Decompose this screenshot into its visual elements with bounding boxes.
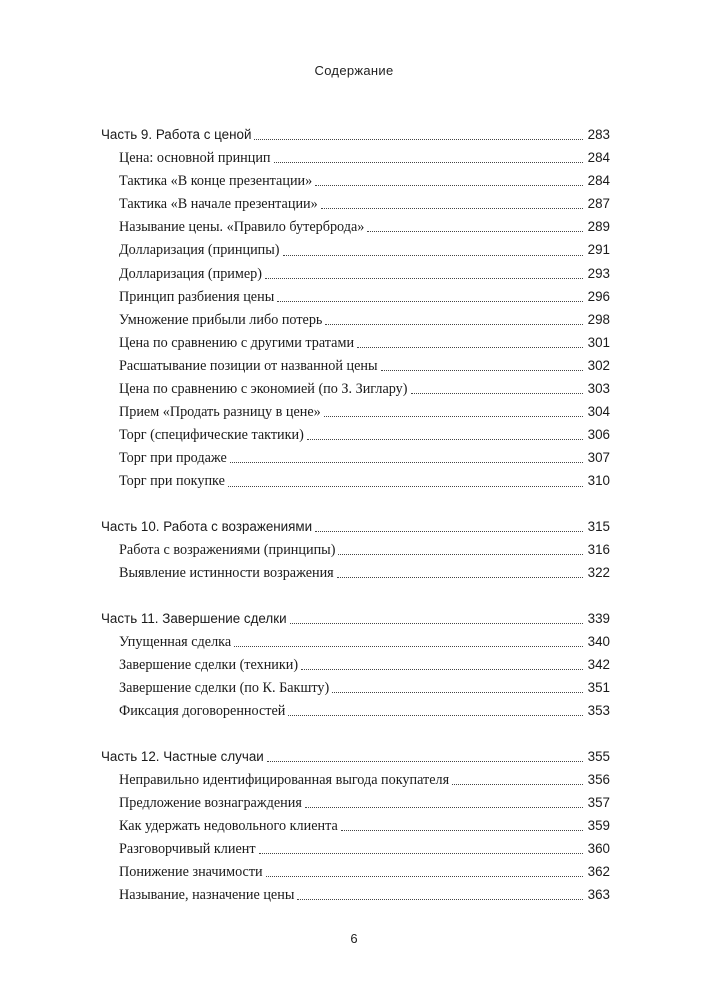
- dot-leader: [307, 423, 583, 446]
- toc-entry[interactable]: [101, 423, 610, 446]
- page-ref: 284: [587, 150, 610, 166]
- dot-leader: [332, 676, 583, 699]
- page-ref: 303: [587, 381, 610, 397]
- toc-part-heading[interactable]: [101, 607, 610, 630]
- page-ref: 283: [587, 127, 610, 142]
- page-ref: 360: [587, 841, 610, 857]
- page-ref: 284: [587, 173, 610, 189]
- toc-entry[interactable]: [101, 169, 610, 192]
- page-ref: 322: [587, 565, 610, 581]
- page-ref: 359: [587, 818, 610, 834]
- dot-leader: [315, 515, 583, 538]
- page-ref: 353: [587, 703, 610, 719]
- page-ref: 289: [587, 219, 610, 235]
- dot-leader: [452, 768, 583, 791]
- part-name: Работа с ценой: [155, 127, 252, 142]
- toc-entry[interactable]: [101, 814, 610, 837]
- page-ref: 307: [587, 450, 610, 466]
- page-ref: 351: [587, 680, 610, 696]
- table-of-contents: [101, 123, 610, 929]
- toc-entry[interactable]: [101, 561, 610, 584]
- entry-title: Тактика «В начале презентации»: [119, 196, 318, 213]
- dot-leader: [341, 814, 583, 837]
- page-ref: 355: [587, 748, 610, 764]
- dot-leader: [228, 469, 583, 492]
- entry-title: Называние, назначение цены: [119, 887, 295, 904]
- entry-title: Умножение прибыли либо потерь: [119, 311, 323, 328]
- entry-title: Долларизация (пример): [119, 265, 262, 282]
- page-ref: 287: [587, 196, 610, 212]
- page-ref: 301: [587, 334, 610, 350]
- toc-part-heading[interactable]: [101, 745, 610, 768]
- part-title: [101, 745, 264, 768]
- part-title: [101, 123, 251, 146]
- part-number: Часть 10.: [101, 519, 160, 534]
- toc-section: [101, 515, 610, 584]
- toc-entry[interactable]: [101, 768, 610, 791]
- dot-leader: [321, 192, 583, 215]
- toc-entry[interactable]: [101, 354, 610, 377]
- part-title: [101, 607, 287, 630]
- toc-entry[interactable]: [101, 883, 610, 906]
- page-ref: 302: [587, 357, 610, 373]
- toc-entry[interactable]: [101, 215, 610, 238]
- toc-entry[interactable]: [101, 238, 610, 261]
- dot-leader: [411, 377, 583, 400]
- entry-title: Расшатывание позиции от названной цены: [119, 357, 378, 374]
- toc-entry[interactable]: [101, 860, 610, 883]
- part-number: Часть 11.: [101, 610, 159, 626]
- toc-entry[interactable]: [101, 192, 610, 215]
- dot-leader: [288, 699, 583, 722]
- page-ref: 342: [587, 656, 610, 672]
- page-ref: 363: [587, 887, 610, 903]
- entry-title: Торг (специфические тактики): [119, 427, 304, 444]
- toc-entry[interactable]: [101, 285, 610, 308]
- toc-entry[interactable]: [101, 538, 610, 561]
- toc-entry[interactable]: [101, 653, 610, 676]
- page-ref: 293: [587, 265, 610, 281]
- dot-leader: [234, 630, 583, 653]
- dot-leader: [266, 860, 583, 883]
- page-ref: 315: [587, 519, 610, 534]
- dot-leader: [297, 883, 583, 906]
- toc-entry[interactable]: [101, 262, 610, 285]
- entry-title: Цена по сравнению с экономией (по З. Зиглару): [119, 381, 408, 398]
- dot-leader: [337, 561, 583, 584]
- toc-entry[interactable]: [101, 308, 610, 331]
- toc-section: [101, 123, 610, 493]
- page-ref: 362: [587, 864, 610, 880]
- part-name: Частные случаи: [163, 748, 264, 764]
- part-name: Завершение сделки: [162, 610, 287, 626]
- dot-leader: [381, 354, 583, 377]
- dot-leader: [283, 238, 583, 261]
- toc-entry[interactable]: [101, 699, 610, 722]
- toc-entry[interactable]: [101, 146, 610, 169]
- entry-title: Фиксация договоренностей: [119, 703, 286, 720]
- dot-leader: [230, 446, 583, 469]
- entry-title: Предложение вознаграждения: [119, 794, 302, 811]
- part-number: Часть 9.: [101, 127, 153, 142]
- entry-title: Завершение сделки (по К. Бакшту): [119, 680, 330, 697]
- toc-part-heading[interactable]: [101, 123, 610, 146]
- page-ref: 339: [587, 610, 610, 626]
- dot-leader: [357, 331, 583, 354]
- toc-entry[interactable]: [101, 837, 610, 860]
- page-number: 6: [350, 931, 358, 946]
- entry-title: Принцип разбиения цены: [119, 288, 275, 305]
- dot-leader: [259, 837, 583, 860]
- page-ref: 357: [587, 794, 610, 810]
- toc-entry[interactable]: [101, 676, 610, 699]
- dot-leader: [301, 653, 583, 676]
- entry-title: Упущенная сделка: [119, 633, 232, 650]
- dot-leader: [277, 285, 583, 308]
- toc-entry[interactable]: [101, 377, 610, 400]
- entry-title: Как удержать недовольного клиента: [119, 818, 338, 835]
- entry-title: Цена: основной принцип: [119, 150, 271, 167]
- page-ref: 316: [587, 542, 610, 558]
- entry-title: Цена по сравнению с другими тратами: [119, 334, 355, 351]
- entry-title: Понижение значимости: [119, 864, 263, 881]
- part-title: [101, 515, 312, 538]
- dot-leader: [267, 745, 583, 768]
- page-ref: 298: [587, 311, 610, 327]
- toc-entry[interactable]: [101, 331, 610, 354]
- entry-title: Завершение сделки (техники): [119, 656, 299, 673]
- page-ref: 340: [587, 633, 610, 649]
- entry-title: Торг при покупке: [119, 473, 225, 490]
- part-name: Работа с возражениями: [163, 519, 313, 534]
- page-ref: 306: [587, 427, 610, 443]
- dot-leader: [305, 791, 583, 814]
- toc-entry[interactable]: [101, 446, 610, 469]
- part-number: Часть 12.: [101, 748, 160, 764]
- entry-title: Называние цены. «Правило бутерброда»: [119, 219, 365, 236]
- page-ref: 296: [587, 288, 610, 304]
- page-ref: 310: [587, 473, 610, 489]
- entry-title: Тактика «В конце презентации»: [119, 173, 313, 190]
- dot-leader: [265, 262, 583, 285]
- dot-leader: [324, 400, 583, 423]
- dot-leader: [274, 146, 583, 169]
- dot-leader: [367, 215, 583, 238]
- toc-section: [101, 745, 610, 907]
- entry-title: Торг при продаже: [119, 450, 227, 467]
- running-header: Содержание: [314, 63, 394, 78]
- entry-title: Долларизация (принципы): [119, 242, 280, 259]
- toc-entry[interactable]: [101, 469, 610, 492]
- page-ref: 356: [587, 771, 610, 787]
- dot-leader: [338, 538, 583, 561]
- entry-title: Неправильно идентифицированная выгода покупателя: [119, 771, 450, 788]
- dot-leader: [315, 169, 583, 192]
- toc-entry[interactable]: [101, 791, 610, 814]
- entry-title: Выявление истинности возражения: [119, 565, 334, 582]
- entry-title: Прием «Продать разницу в цене»: [119, 404, 321, 421]
- dot-leader: [290, 607, 583, 630]
- entry-title: Разговорчивый клиент: [119, 841, 256, 858]
- toc-entry[interactable]: [101, 630, 610, 653]
- toc-section: [101, 607, 610, 722]
- page-ref: 304: [587, 404, 610, 420]
- toc-entry[interactable]: [101, 400, 610, 423]
- entry-title: Работа с возражениями (принципы): [119, 542, 336, 559]
- dot-leader: [325, 308, 583, 331]
- dot-leader: [254, 123, 583, 146]
- page-ref: 291: [587, 242, 610, 258]
- toc-part-heading[interactable]: [101, 515, 610, 538]
